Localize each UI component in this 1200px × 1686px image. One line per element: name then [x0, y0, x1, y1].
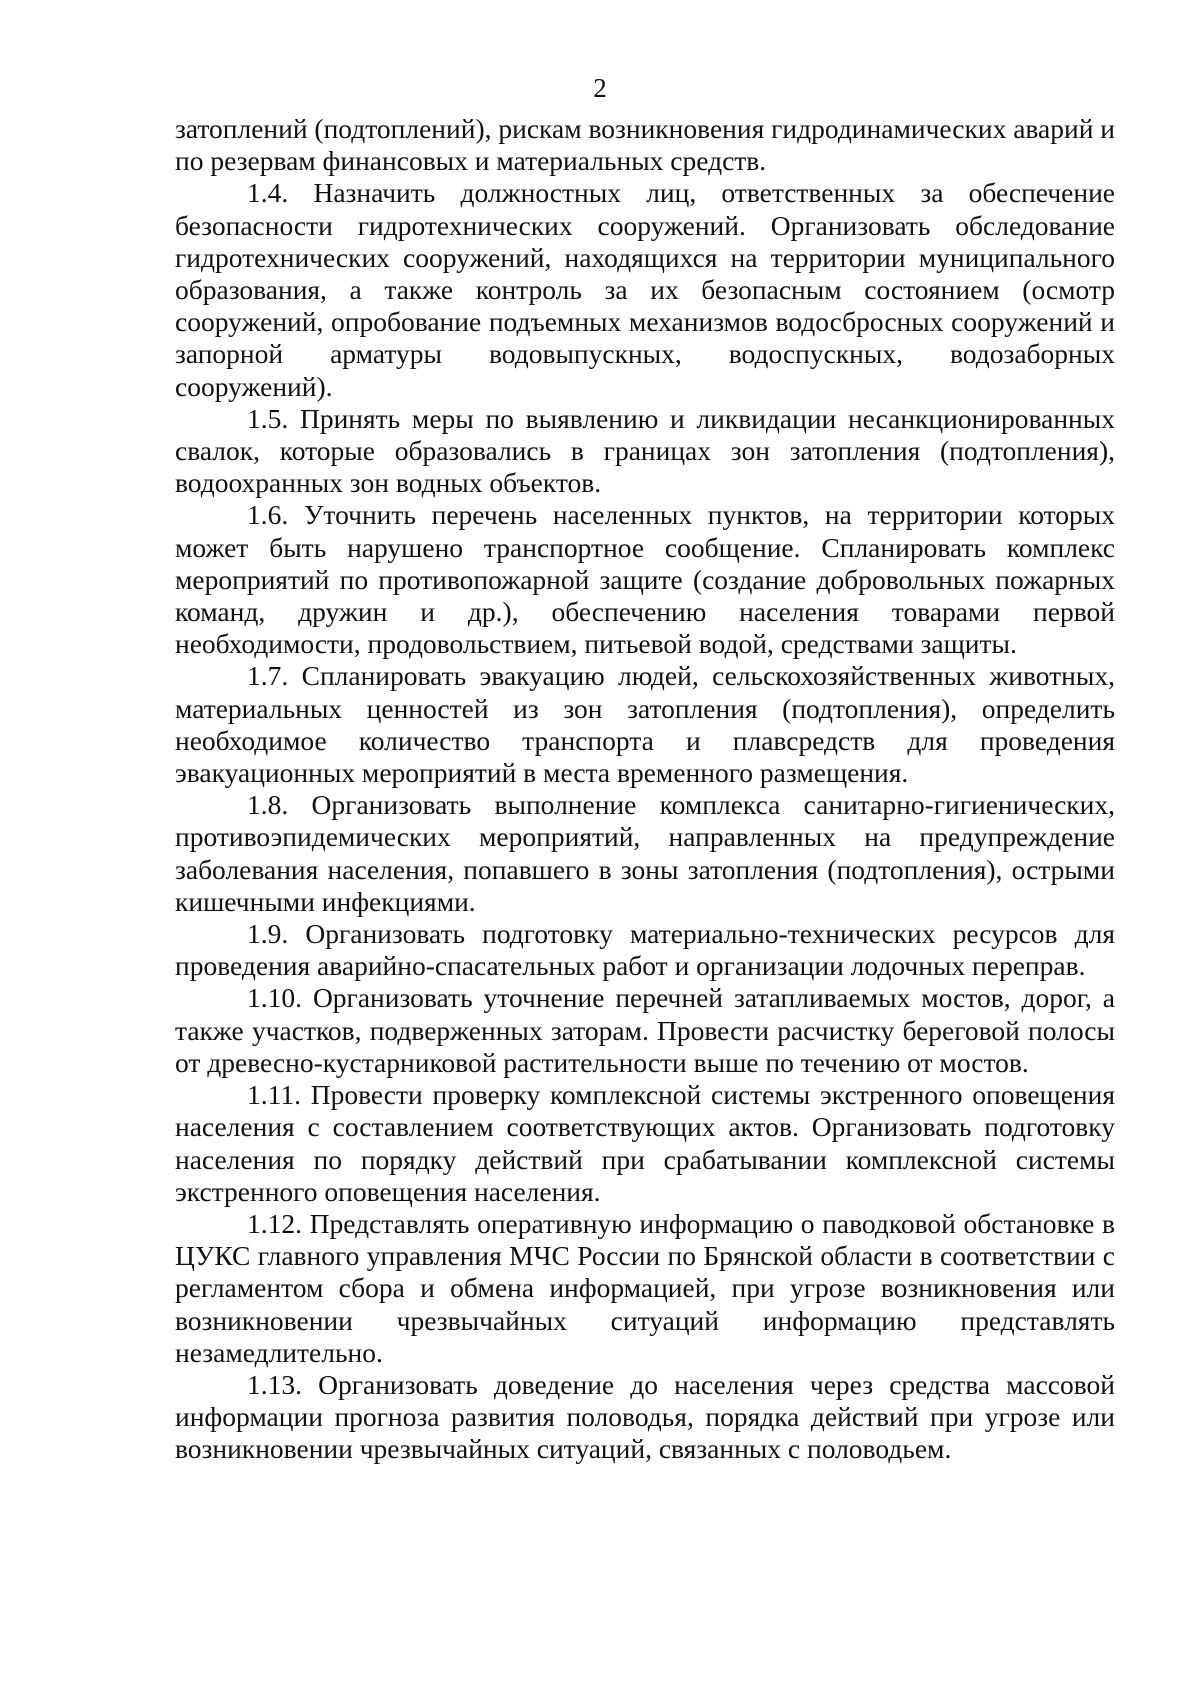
- paragraph-1-11: 1.11. Провести проверку комплексной системы экстренного оповещения населения с составлением соответствующих актов. Организовать подготовку населения по порядку действий при срабатывании комплексной системы экстренного оповещения населения.: [175, 1079, 1115, 1207]
- paragraph-1-7: 1.7. Спланировать эвакуацию людей, сельскохозяйственных животных, материальных ценностей из зон затопления (подтопления), определить необходимое количество транспорта и плавсредств для проведения эвакуационных мероприятий в места временного размещения.: [175, 660, 1115, 789]
- paragraph-1-13: 1.13. Организовать доведение до населения через средства массовой информации прогноза развития половодья, порядка действий при угрозе или возникновении чрезвычайных ситуаций, связанных с половодьем.: [175, 1368, 1115, 1465]
- document-body: [175, 113, 1115, 1466]
- paragraph-1-9: 1.9. Организовать подготовку материально-технических ресурсов для проведения аварийно-спасательных работ и организации лодочных переправ.: [175, 918, 1115, 982]
- paragraph-1-12: 1.12. Представлять оперативную информацию о паводковой обстановке в ЦУКС главного управления МЧС России по Брянской области в соответствии с регламентом сбора и обмена информацией, при угрозе возникновения или возникновении чрезвычайных ситуаций информацию представлять незамедлительно.: [175, 1207, 1115, 1368]
- paragraph-1-10: 1.10. Организовать уточнение перечней затапливаемых мостов, дорог, а также участков, подверженных заторам. Провести расчистку береговой полосы от древесно-кустарниковой растительности выше по течению от мостов.: [175, 982, 1115, 1078]
- paragraph-1-4: 1.4. Назначить должностных лиц, ответственных за обеспечение безопасности гидротехнических сооружений. Организовать обследование гидротехнических сооружений, находящихся на территории муниципального образования, а также контроль за их безопасным состоянием (осмотр сооружений, опробование подъемных механизмов водосбросных сооружений и запорной арматуры водовыпускных, водоспускных, водозаборных сооружений).: [175, 177, 1115, 402]
- paragraph-continuation: затоплений (подтоплений), рискам возникновения гидродинамических аварий и по резервам финансовых и материальных средств.: [175, 113, 1116, 177]
- page-number: 2: [593, 73, 607, 103]
- paragraph-1-8: 1.8. Организовать выполнение комплекса санитарно-гигиенических, противоэпидемических мероприятий, направленных на предупреждение заболевания населения, попавшего в зоны затопления (подтопления), острыми кишечными инфекциями.: [175, 789, 1115, 917]
- paragraph-1-5: 1.5. Принять меры по выявлению и ликвидации несанкционированных свалок, которые образовались в границах зон затопления (подтопления), водоохранных зон водных объектов.: [175, 402, 1115, 499]
- paragraph-1-6: 1.6. Уточнить перечень населенных пунктов, на территории которых может быть нарушено транспортное сообщение. Спланировать комплекс мероприятий по противопожарной защите (создание добровольных пожарных команд, дружин и др.), обеспечению населения товарами первой необходимости, продовольствием, питьевой водой, средствами защиты.: [175, 499, 1115, 660]
